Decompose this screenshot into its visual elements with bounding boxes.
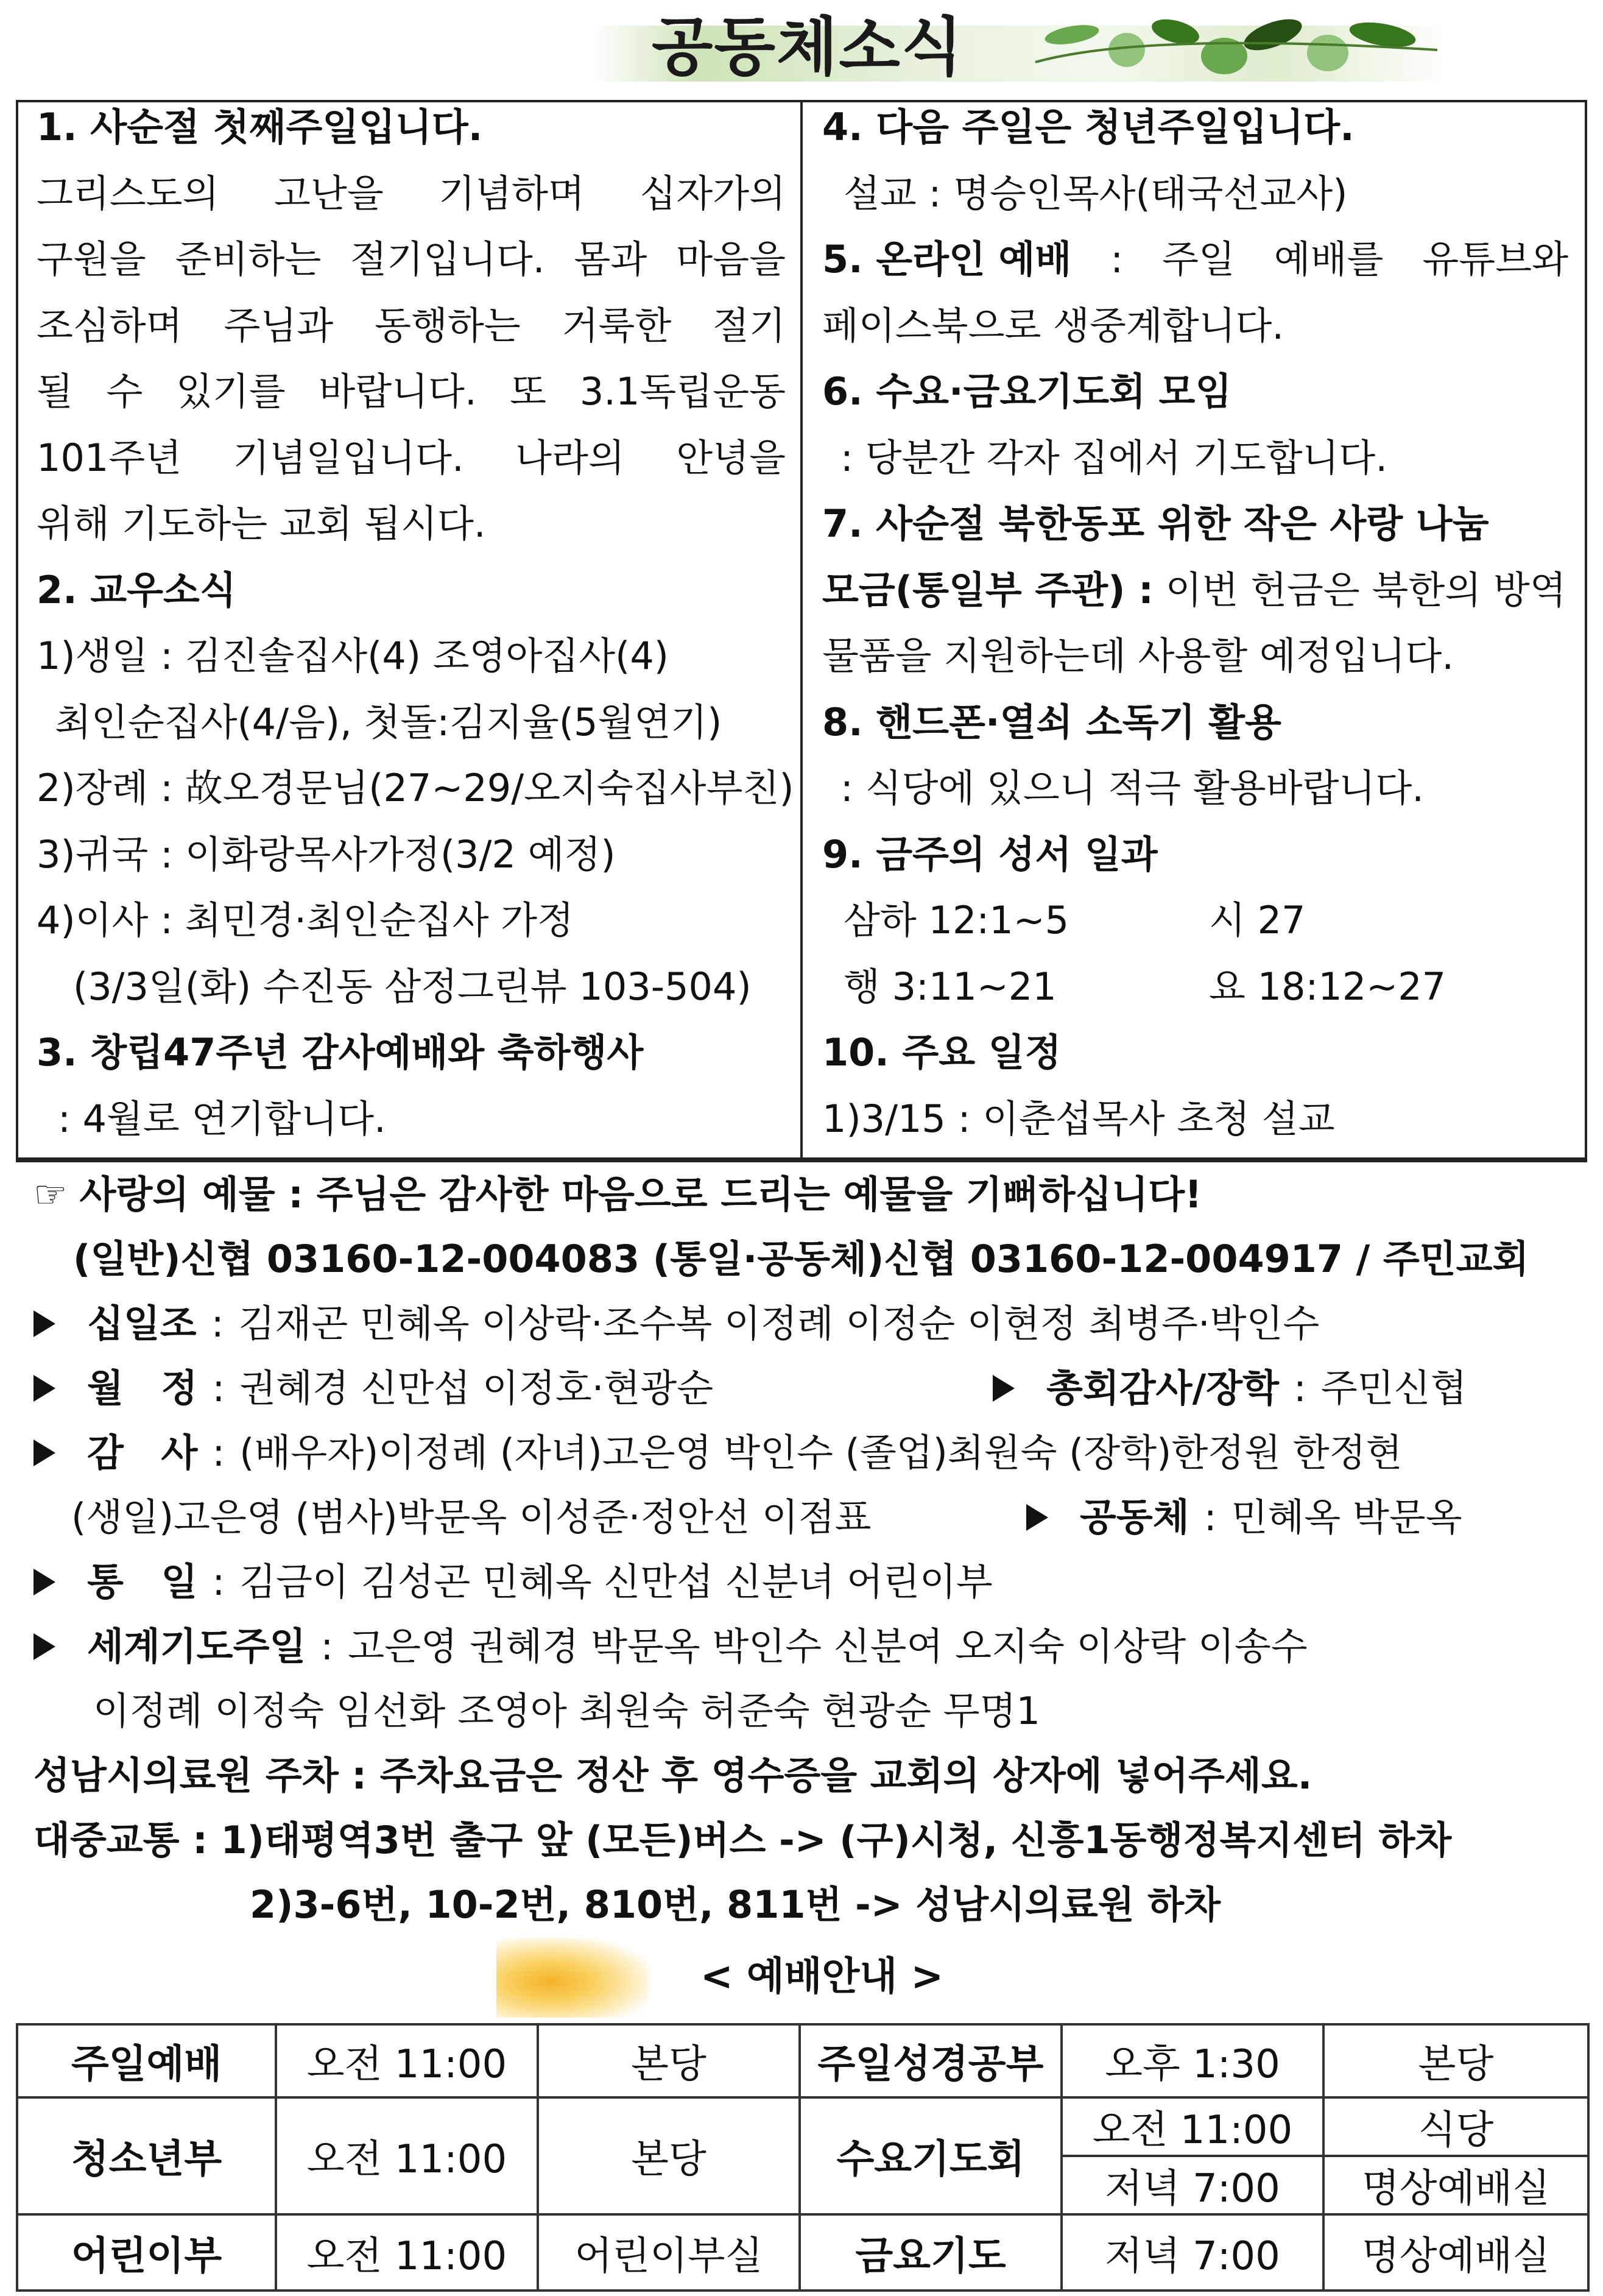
- triangle-bullet-icon: [33, 1375, 55, 1402]
- bible-reading-row: [822, 954, 1577, 1020]
- general-thanks-label: 총회감사/장학: [1046, 1366, 1279, 1410]
- community-label: 공동체: [1080, 1495, 1189, 1539]
- word: 안녕을: [676, 435, 786, 480]
- section-1-last-line: 위해 기도하는 교회 됩시다.: [37, 501, 486, 546]
- colon: :: [212, 1430, 225, 1475]
- section-7-line: [822, 557, 1577, 624]
- service-time: 오전 11:00: [276, 2024, 538, 2097]
- word: 마음을: [676, 237, 786, 281]
- colon: :: [1110, 237, 1124, 281]
- bible-reading-row: [822, 888, 1577, 954]
- tithe-names: 김재곤 민혜옥 이상락·조수복 이정례 이정순 이현정 최병주·박인수: [238, 1301, 1320, 1346]
- colon: :: [1294, 1366, 1306, 1410]
- worship-table: [16, 2023, 1590, 2292]
- moving-line-2: (3/3일(화) 수진동 삼정그린뷰 103-504): [73, 964, 752, 1009]
- service-place: 본당: [1323, 2024, 1588, 2097]
- triangle-bullet-icon: [33, 1633, 55, 1660]
- triangle-bullet-icon: [33, 1569, 55, 1595]
- tithe-row: [33, 1291, 1580, 1356]
- section-4-body: 설교 : 명승인목사(태국선교사): [844, 171, 1348, 216]
- service-place: 식당: [1325, 2099, 1587, 2157]
- section-8-title: 8. 핸드폰·열쇠 소독기 활용: [822, 699, 1281, 744]
- service-time: 오전 11:00: [276, 2097, 538, 2214]
- service-name: 청소년부: [17, 2097, 276, 2214]
- return-line: 3)귀국 : 이화랑목사가정(3/2 예정): [37, 832, 616, 877]
- triangle-bullet-icon: [993, 1375, 1015, 1402]
- section-5-cont: 페이스북으로 생중계합니다.: [822, 303, 1284, 348]
- moving-line: 4)이사 : 최민경·최인순집사 가정: [37, 898, 574, 942]
- section-1-line: [37, 425, 786, 492]
- word: 나라의: [515, 435, 625, 480]
- service-place: 어린이부실: [538, 2214, 800, 2291]
- word: 거룩한: [562, 303, 672, 348]
- bible-reading: 행 3:11~21: [844, 964, 1057, 1009]
- leaf-decoration-icon: [1023, 7, 1443, 87]
- colon: :: [1203, 1495, 1217, 1539]
- pointing-hand-icon: ☞: [33, 1172, 68, 1217]
- word: 기념하며: [439, 171, 585, 216]
- service-place: 본당: [538, 2097, 800, 2214]
- section-1-line: [37, 293, 786, 359]
- word: 또: [510, 369, 547, 414]
- birthday-line-2: 최인순집사(4/음), 첫돌:김지율(5월연기): [55, 699, 722, 744]
- section-5-line: [822, 227, 1568, 293]
- transit-info: 대중교통 : 1)태평역3번 출구 앞 (모든)버스 -> (구)시청, 신흥1동행정복지센터 하차: [33, 1818, 1452, 1862]
- left-column: [37, 94, 792, 1152]
- triangle-bullet-icon: [33, 1310, 55, 1337]
- section-4-title: 4. 다음 주일은 청년주일입니다.: [822, 105, 1355, 149]
- service-name: 수요기도회: [800, 2097, 1062, 2214]
- world-prayer-row: [33, 1614, 1580, 1679]
- triangle-bullet-icon: [1026, 1504, 1048, 1531]
- service-name: 어린이부: [17, 2214, 276, 2291]
- word: 절기: [713, 303, 786, 348]
- word: 주님과: [224, 303, 334, 348]
- word: 예배를: [1274, 237, 1384, 281]
- service-time: 오전 11:00: [276, 2214, 538, 2291]
- service-time: 저녁 7:00: [1062, 2214, 1323, 2291]
- split-cell: [1063, 2099, 1322, 2213]
- general-thanks-names: 주민신협: [1320, 1366, 1467, 1410]
- word: 구원을: [37, 237, 146, 281]
- thanks-names-2: (생일)고은영 (범사)박문옥 이성준·정안선 이점표: [71, 1495, 872, 1539]
- service-time: 오전 11:00: [1063, 2099, 1322, 2157]
- word: 주일: [1162, 237, 1235, 281]
- triangle-bullet-icon: [33, 1439, 55, 1466]
- word: 몸과: [574, 237, 647, 281]
- table-row: [17, 2024, 1588, 2097]
- unity-row: [33, 1550, 1580, 1614]
- page-header: [594, 7, 1446, 87]
- section-10-item: 1)3/15 : 이춘섭목사 초청 설교: [822, 1096, 1335, 1141]
- word: 될: [37, 369, 73, 414]
- tithe-label: 십일조: [87, 1301, 197, 1346]
- section-3-body: : 4월로 연기합니다.: [58, 1096, 386, 1141]
- section-1-line: [37, 227, 786, 293]
- word: 십자가의: [639, 171, 786, 216]
- section-1-line: [37, 161, 786, 227]
- monthly-label: 월 정: [87, 1366, 198, 1410]
- table-row: [17, 2214, 1588, 2291]
- colon: :: [212, 1366, 225, 1410]
- worship-info-title: < 예배안내 >: [700, 1954, 944, 1999]
- word: 조심하며: [37, 303, 183, 348]
- offering-section: [33, 1162, 1580, 1937]
- service-name: 주일성경공부: [800, 2024, 1062, 2097]
- section-6-title: 6. 수요·금요기도회 모임: [822, 369, 1232, 414]
- world-prayer-names-2: 이정례 이정숙 임선화 조영아 최원숙 허준숙 현광순 무명1: [93, 1689, 1040, 1733]
- thanks-names: (배우자)이정례 (자녀)고은영 박인수 (졸업)최원숙 (장학)한정원 한정현: [239, 1430, 1403, 1475]
- parking-info: 성남시의료원 주차 : 주차요금은 정산 후 영수증을 교회의 상자에 넣어주세요.: [33, 1753, 1312, 1798]
- word: 준비하는: [175, 237, 322, 281]
- split-cell: [1325, 2099, 1587, 2213]
- word: 101주년: [37, 435, 182, 480]
- word: 유튜브와: [1422, 237, 1568, 281]
- service-time: 저녁 7:00: [1105, 2166, 1280, 2211]
- community-group: [1026, 1485, 1462, 1550]
- section-5-title: 5. 온라인 예배: [822, 237, 1072, 281]
- funeral-line: 2)장례 : 故오경문님(27~29/오지숙집사부친): [37, 766, 794, 810]
- world-prayer-names: 고은영 권혜경 박문옥 박인수 신분여 오지숙 이상락 이송수: [348, 1624, 1308, 1669]
- unity-names: 김금이 김성곤 민혜옥 신만섭 신분녀 어린이부: [239, 1560, 993, 1604]
- general-thanks-group: [993, 1356, 1467, 1421]
- birthday-line: 1)생일 : 김진솔집사(4) 조영아집사(4): [37, 634, 669, 678]
- monthly-row: [33, 1356, 1580, 1421]
- bank-accounts: (일반)신협 03160-12-004083 (통일·공동체)신협 03160-12-004917 / 주민교회: [73, 1237, 1529, 1281]
- service-name: 주일예배: [17, 2024, 276, 2097]
- section-9-title: 9. 금주의 성서 일과: [822, 832, 1158, 877]
- service-time: 오후 1:30: [1062, 2024, 1323, 2097]
- section-1-line: [37, 359, 786, 425]
- community-names: 민혜옥 박문옥: [1231, 1495, 1462, 1539]
- section-7-rest: 이번 헌금은 북한의 방역: [1165, 567, 1566, 612]
- section-7-title: 7. 사순절 북한동포 위한 작은 사랑 나눔: [822, 501, 1489, 546]
- thanks-label: 감 사: [87, 1430, 198, 1475]
- service-place: 명상예배실: [1323, 2214, 1588, 2291]
- word: 3.1독립운동: [579, 369, 786, 414]
- service-name: 금요기도: [800, 2214, 1062, 2291]
- section-3-title: 3. 창립47주년 감사예배와 축하행사: [37, 1030, 644, 1075]
- section-6-body: : 당분간 각자 집에서 기도합니다.: [840, 435, 1388, 480]
- word: 기념일입니다.: [233, 435, 464, 480]
- thanks-row-2: [33, 1485, 1580, 1550]
- word: 그리스도의: [37, 171, 219, 216]
- word: 절기입니다.: [350, 237, 545, 281]
- thanks-row: [33, 1421, 1580, 1485]
- section-7-cont: 물품을 지원하는데 사용할 예정입니다.: [822, 634, 1454, 678]
- section-7-title-2: 모금(통일부 주관) :: [822, 567, 1154, 612]
- section-8-body: : 식당에 있으니 적극 활용바랍니다.: [840, 766, 1424, 810]
- monthly-names: 권혜경 신만섭 이정호·현광순: [239, 1366, 714, 1410]
- section-1-title: 1. 사순절 첫째주일입니다.: [37, 105, 483, 149]
- bible-reading: 삼하 12:1~5: [844, 898, 1069, 942]
- unity-label: 통 일: [87, 1560, 198, 1604]
- table-row: [17, 2097, 1588, 2214]
- offering-title-line: [33, 1162, 1580, 1227]
- word: 고난을: [274, 171, 384, 216]
- bible-reading: 시 27: [1209, 898, 1306, 942]
- right-column: [822, 94, 1577, 1152]
- word: 바랍니다.: [319, 369, 477, 414]
- service-place: 명상예배실: [1361, 2166, 1551, 2211]
- colon: :: [212, 1560, 225, 1604]
- world-prayer-label: 세계기도주일: [87, 1624, 306, 1669]
- service-place-split: [1323, 2097, 1588, 2214]
- sun-decoration-icon: [496, 1938, 649, 2018]
- colon: :: [320, 1624, 334, 1669]
- service-place: 본당: [538, 2024, 800, 2097]
- offering-title: 사랑의 예물 : 주님은 감사한 마음으로 드리는 예물을 기뻐하십니다!: [79, 1172, 1202, 1217]
- bible-reading: 요 18:12~27: [1209, 964, 1446, 1009]
- service-time-split: [1062, 2097, 1323, 2214]
- page-title: 공동체소식: [652, 10, 964, 84]
- column-divider: [800, 100, 803, 1161]
- word: 동행하는: [375, 303, 521, 348]
- colon: :: [211, 1301, 224, 1346]
- section-10-title: 10. 주요 일정: [822, 1030, 1062, 1075]
- section-2-title: 2. 교우소식: [37, 567, 236, 612]
- transit-info-2: 2)3-6번, 10-2번, 810번, 811번 -> 성남시의료원 하차: [250, 1882, 1221, 1927]
- word: 있기를: [176, 369, 286, 414]
- word: 수: [106, 369, 143, 414]
